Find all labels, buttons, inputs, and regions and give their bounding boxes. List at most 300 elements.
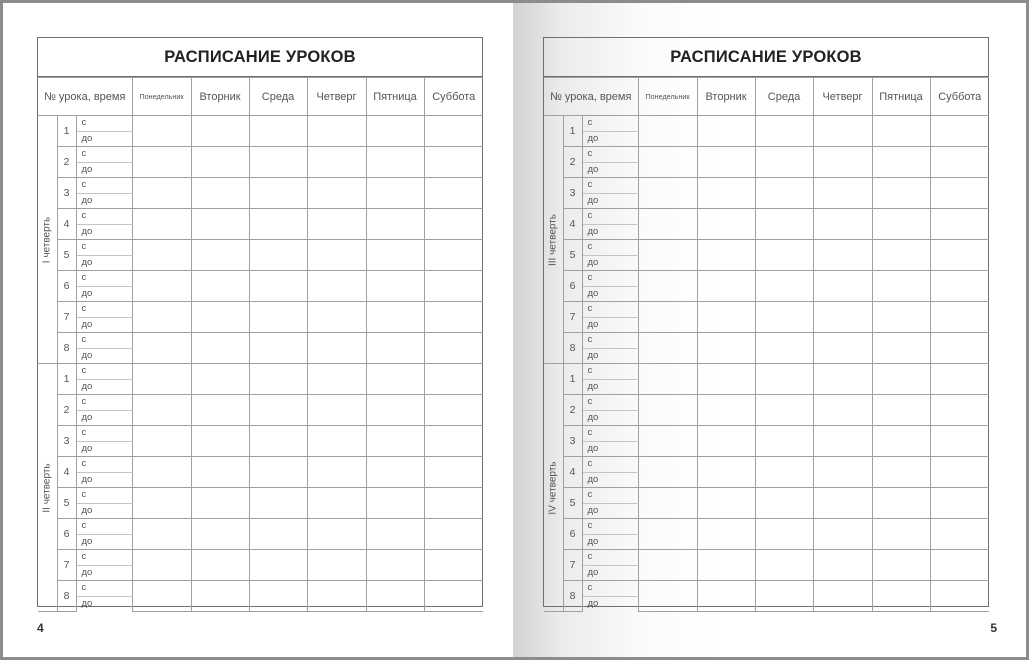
lesson-number: 1 [563,364,582,395]
schedule-cell[interactable] [697,147,755,178]
time-from[interactable]: с [76,457,132,473]
schedule-cell[interactable] [813,271,872,302]
time-to[interactable]: до [582,379,638,395]
time-from[interactable]: с [76,240,132,256]
schedule-cell[interactable] [307,426,366,457]
schedule-cell[interactable] [697,116,755,147]
time-from[interactable]: с [76,550,132,566]
schedule-cell[interactable] [366,395,424,426]
schedule-cell[interactable] [424,147,483,178]
time-from[interactable]: с [76,395,132,411]
schedule-cell[interactable] [697,240,755,271]
schedule-cell[interactable] [132,240,191,271]
time-from[interactable]: с [76,519,132,535]
lesson-row [38,364,483,380]
time-from[interactable]: с [76,364,132,380]
time-to[interactable]: до [76,348,132,364]
time-from[interactable]: с [76,271,132,287]
schedule-cell[interactable] [191,581,249,612]
schedule-cell[interactable] [307,488,366,519]
schedule-cell[interactable] [132,333,191,364]
time-to[interactable]: до [76,286,132,302]
schedule-cell[interactable] [249,209,307,240]
schedule-cell[interactable] [755,426,813,457]
lesson-number: 2 [57,395,76,426]
quarter-label-cell [544,364,563,612]
schedule-cell[interactable] [307,364,366,395]
time-to[interactable]: до [582,348,638,364]
schedule-cell[interactable] [813,395,872,426]
lesson-number: 4 [563,209,582,240]
time-from[interactable]: с [582,240,638,256]
day-header: Вторник [697,78,755,116]
schedule-cell[interactable] [697,209,755,240]
schedule-cell[interactable] [191,209,249,240]
schedule-cell[interactable] [249,302,307,333]
schedule-cell[interactable] [366,240,424,271]
time-from[interactable]: с [76,581,132,597]
schedule-cell[interactable] [424,178,483,209]
time-from[interactable]: с [76,147,132,163]
schedule-cell[interactable] [366,519,424,550]
schedule-cell[interactable] [755,302,813,333]
schedule-cell[interactable] [132,364,191,395]
schedule-cell[interactable] [191,519,249,550]
time-to[interactable]: до [582,224,638,240]
schedule-cell[interactable] [191,364,249,395]
time-from[interactable]: с [582,488,638,504]
schedule-cell[interactable] [307,178,366,209]
day-header: Среда [249,78,307,116]
page-title: РАСПИСАНИЕ УРОКОВ [38,38,482,77]
schedule-cell[interactable] [813,550,872,581]
schedule-cell[interactable] [191,271,249,302]
lesson-number: 5 [563,488,582,519]
lesson-number: 7 [57,302,76,333]
time-from[interactable]: с [582,147,638,163]
lesson-row [544,209,989,225]
schedule-cell[interactable] [930,426,989,457]
schedule-cell[interactable] [872,550,930,581]
lesson-row [38,271,483,287]
schedule-cell[interactable] [755,581,813,612]
schedule-cell[interactable] [638,457,697,488]
time-from[interactable]: с [582,178,638,194]
time-to[interactable]: до [76,224,132,240]
schedule-cell[interactable] [132,209,191,240]
time-from[interactable]: с [582,581,638,597]
schedule-cell[interactable] [424,364,483,395]
schedule-cell[interactable] [872,240,930,271]
schedule-cell[interactable] [872,302,930,333]
quarter-label: II четверть [41,462,53,513]
schedule-cell[interactable] [813,240,872,271]
time-to[interactable]: до [76,503,132,519]
lesson-row [544,178,989,194]
schedule-cell[interactable] [872,209,930,240]
schedule-cell[interactable] [755,395,813,426]
lesson-time-header: № урока, время [544,78,638,116]
schedule-cell[interactable] [697,178,755,209]
schedule-cell[interactable] [697,550,755,581]
time-to[interactable]: до [582,162,638,178]
schedule-cell[interactable] [366,364,424,395]
time-from[interactable]: с [582,364,638,380]
schedule-cell[interactable] [424,581,483,612]
schedule-cell[interactable] [191,147,249,178]
schedule-cell[interactable] [697,271,755,302]
time-from[interactable]: с [582,457,638,473]
schedule-cell[interactable] [813,426,872,457]
schedule-cell[interactable] [872,519,930,550]
schedule-cell[interactable] [132,488,191,519]
schedule-cell[interactable] [249,364,307,395]
schedule-cell[interactable] [930,333,989,364]
time-from[interactable]: с [76,178,132,194]
schedule-cell[interactable] [307,209,366,240]
lesson-number: 1 [57,116,76,147]
schedule-cell[interactable] [191,395,249,426]
schedule-cell[interactable] [366,457,424,488]
schedule-cell[interactable] [132,178,191,209]
schedule-cell[interactable] [132,457,191,488]
schedule-cell[interactable] [930,457,989,488]
schedule-cell[interactable] [638,426,697,457]
schedule-cell[interactable] [307,457,366,488]
time-to[interactable]: до [582,131,638,147]
time-from[interactable]: с [582,550,638,566]
schedule-cell[interactable] [930,116,989,147]
schedule-cell[interactable] [191,426,249,457]
schedule-cell[interactable] [638,147,697,178]
time-from[interactable]: с [582,271,638,287]
schedule-cell[interactable] [638,395,697,426]
schedule-cell[interactable] [366,550,424,581]
time-to[interactable]: до [582,286,638,302]
schedule-cell[interactable] [930,178,989,209]
time-from[interactable]: с [76,426,132,442]
time-from[interactable]: с [582,116,638,132]
schedule-cell[interactable] [930,147,989,178]
time-from[interactable]: с [582,302,638,318]
schedule-cell[interactable] [424,302,483,333]
time-to[interactable]: до [582,193,638,209]
lesson-number: 3 [563,426,582,457]
time-from[interactable]: с [76,302,132,318]
schedule-cell[interactable] [872,426,930,457]
time-to[interactable]: до [76,317,132,333]
schedule-cell[interactable] [755,457,813,488]
lesson-number: 3 [563,178,582,209]
schedule-cell[interactable] [366,426,424,457]
schedule-cell[interactable] [872,116,930,147]
time-from[interactable]: с [76,209,132,225]
schedule-cell[interactable] [697,519,755,550]
schedule-cell[interactable] [366,209,424,240]
schedule-cell[interactable] [424,426,483,457]
lesson-number: 7 [57,550,76,581]
lesson-row [544,147,989,163]
schedule-cell[interactable] [930,519,989,550]
time-to[interactable]: до [582,503,638,519]
schedule-cell[interactable] [307,333,366,364]
schedule-table [544,77,989,612]
schedule-cell[interactable] [424,519,483,550]
lesson-number: 4 [57,457,76,488]
time-to[interactable]: до [76,410,132,426]
lesson-row [38,581,483,597]
schedule-cell[interactable] [930,581,989,612]
schedule-cell[interactable] [930,302,989,333]
page-number: 4 [37,621,44,635]
time-to[interactable]: до [76,472,132,488]
schedule-cell[interactable] [249,240,307,271]
schedule-cell[interactable] [872,271,930,302]
schedule-cell[interactable] [638,271,697,302]
day-header: Вторник [191,78,249,116]
schedule-cell[interactable] [307,240,366,271]
time-to[interactable]: до [582,565,638,581]
schedule-cell[interactable] [697,488,755,519]
time-to[interactable]: до [582,472,638,488]
time-to[interactable]: до [76,379,132,395]
schedule-cell[interactable] [755,488,813,519]
time-from[interactable]: с [582,333,638,349]
schedule-cell[interactable] [366,271,424,302]
schedule-cell[interactable] [755,178,813,209]
schedule-cell[interactable] [638,364,697,395]
lesson-row [544,395,989,411]
lesson-row [38,209,483,225]
schedule-cell[interactable] [366,333,424,364]
schedule-cell[interactable] [813,333,872,364]
schedule-cell[interactable] [755,240,813,271]
schedule-cell[interactable] [872,364,930,395]
schedule-cell[interactable] [813,364,872,395]
time-to[interactable]: до [582,255,638,271]
schedule-cell[interactable] [872,333,930,364]
time-from[interactable]: с [582,426,638,442]
time-from[interactable]: с [582,519,638,535]
schedule-cell[interactable] [755,519,813,550]
schedule-cell[interactable] [755,209,813,240]
schedule-cell[interactable] [872,395,930,426]
time-to[interactable]: до [81,598,93,609]
lesson-number: 5 [57,240,76,271]
schedule-cell[interactable] [307,550,366,581]
time-from[interactable]: с [76,488,132,504]
schedule-cell[interactable] [813,302,872,333]
schedule-cell[interactable] [755,364,813,395]
quarter-label-cell [544,116,563,364]
schedule-cell[interactable] [813,457,872,488]
schedule-cell[interactable] [638,488,697,519]
schedule-cell[interactable] [249,116,307,147]
schedule-cell[interactable] [307,395,366,426]
schedule-cell[interactable] [132,426,191,457]
lesson-number: 8 [57,581,76,612]
schedule-cell[interactable] [191,333,249,364]
schedule-cell[interactable] [132,519,191,550]
schedule-cell[interactable] [424,333,483,364]
schedule-cell[interactable] [191,178,249,209]
schedule-cell[interactable] [249,271,307,302]
time-to[interactable]: до [76,131,132,147]
schedule-cell[interactable] [132,581,191,612]
header-row [38,78,483,116]
schedule-cell[interactable] [307,116,366,147]
schedule-cell[interactable] [930,240,989,271]
schedule-cell[interactable] [424,395,483,426]
schedule-cell[interactable] [872,457,930,488]
schedule-cell[interactable] [366,178,424,209]
schedule-cell[interactable] [872,178,930,209]
schedule-cell[interactable] [132,116,191,147]
schedule-cell[interactable] [249,395,307,426]
schedule-cell[interactable] [755,116,813,147]
schedule-cell[interactable] [307,519,366,550]
quarter-label-cell [38,116,57,364]
time-to[interactable]: до [76,565,132,581]
schedule-cell[interactable] [813,581,872,612]
schedule-cell[interactable] [872,147,930,178]
schedule-cell[interactable] [424,209,483,240]
schedule-cell[interactable] [638,333,697,364]
schedule-cell[interactable] [191,488,249,519]
schedule-cell[interactable] [424,550,483,581]
time-from[interactable]: с [76,116,132,132]
schedule-cell[interactable] [249,178,307,209]
schedule-cell[interactable] [697,457,755,488]
schedule-cell[interactable] [424,240,483,271]
day-header: Пятница [872,78,930,116]
schedule-cell[interactable] [930,488,989,519]
schedule-cell[interactable] [930,550,989,581]
time-to[interactable]: до [76,162,132,178]
quarter-label: III четверть [547,213,559,266]
time-from[interactable]: с [582,395,638,411]
schedule-cell[interactable] [813,209,872,240]
schedule-cell[interactable] [132,147,191,178]
schedule-cell[interactable] [424,488,483,519]
schedule-cell[interactable] [132,395,191,426]
schedule-cell[interactable] [813,519,872,550]
schedule-cell[interactable] [366,147,424,178]
schedule-cell[interactable] [424,271,483,302]
schedule-cell[interactable] [697,395,755,426]
time-to[interactable]: до [76,441,132,457]
schedule-cell[interactable] [307,147,366,178]
schedule-cell[interactable] [930,209,989,240]
schedule-cell[interactable] [307,581,366,612]
schedule-cell[interactable] [249,147,307,178]
schedule-cell[interactable] [697,302,755,333]
schedule-cell[interactable] [697,426,755,457]
schedule-cell[interactable] [191,302,249,333]
schedule-cell[interactable] [697,333,755,364]
time-from[interactable]: с [76,333,132,349]
schedule-cell[interactable] [191,240,249,271]
schedule-cell[interactable] [638,116,697,147]
schedule-cell[interactable] [755,147,813,178]
day-header: Пятница [366,78,424,116]
schedule-cell[interactable] [366,116,424,147]
schedule-cell[interactable] [638,209,697,240]
schedule-cell[interactable] [249,488,307,519]
time-to[interactable]: до [76,255,132,271]
schedule-cell[interactable] [930,364,989,395]
schedule-cell[interactable] [191,550,249,581]
schedule-cell[interactable] [132,302,191,333]
time-to[interactable]: до [582,534,638,550]
page-right [513,3,1026,657]
schedule-cell[interactable] [132,271,191,302]
schedule-cell[interactable] [191,116,249,147]
schedule-cell[interactable] [813,488,872,519]
schedule-cell[interactable] [930,271,989,302]
schedule-cell[interactable] [638,581,697,612]
schedule-cell[interactable] [638,178,697,209]
schedule-cell[interactable] [813,116,872,147]
schedule-cell[interactable] [638,240,697,271]
schedule-cell[interactable] [755,550,813,581]
schedule-cell[interactable] [872,488,930,519]
schedule-cell[interactable] [638,519,697,550]
schedule-cell[interactable] [249,550,307,581]
schedule-cell[interactable] [307,302,366,333]
schedule-cell[interactable] [249,426,307,457]
schedule-cell[interactable] [813,178,872,209]
schedule-cell[interactable] [755,333,813,364]
schedule-cell[interactable] [249,457,307,488]
schedule-cell[interactable] [638,302,697,333]
time-to[interactable]: до [582,317,638,333]
lesson-number: 4 [563,457,582,488]
time-to[interactable]: до [587,598,599,609]
schedule-cell[interactable] [366,302,424,333]
schedule-cell[interactable] [191,457,249,488]
lesson-number: 5 [563,240,582,271]
schedule-cell[interactable] [930,395,989,426]
schedule-cell[interactable] [249,333,307,364]
time-to[interactable]: до [582,441,638,457]
schedule-cell[interactable] [249,519,307,550]
time-to[interactable]: до [76,534,132,550]
schedule-cell[interactable] [249,581,307,612]
schedule-cell[interactable] [638,550,697,581]
schedule-cell[interactable] [424,457,483,488]
schedule-cell[interactable] [366,581,424,612]
lesson-row [544,457,989,473]
schedule-cell[interactable] [697,581,755,612]
schedule-cell[interactable] [132,550,191,581]
schedule-cell[interactable] [366,488,424,519]
lesson-number: 2 [563,395,582,426]
lesson-row [38,116,483,132]
time-to[interactable]: до [582,410,638,426]
time-to[interactable]: до [76,193,132,209]
page-left [3,3,513,657]
lesson-row [38,426,483,442]
time-from[interactable]: с [582,209,638,225]
lesson-number: 2 [57,147,76,178]
schedule-cell[interactable] [307,271,366,302]
schedule-cell[interactable] [755,271,813,302]
schedule-cell[interactable] [813,147,872,178]
schedule-cell[interactable] [424,116,483,147]
schedule-cell[interactable] [872,581,930,612]
schedule-cell[interactable] [697,364,755,395]
